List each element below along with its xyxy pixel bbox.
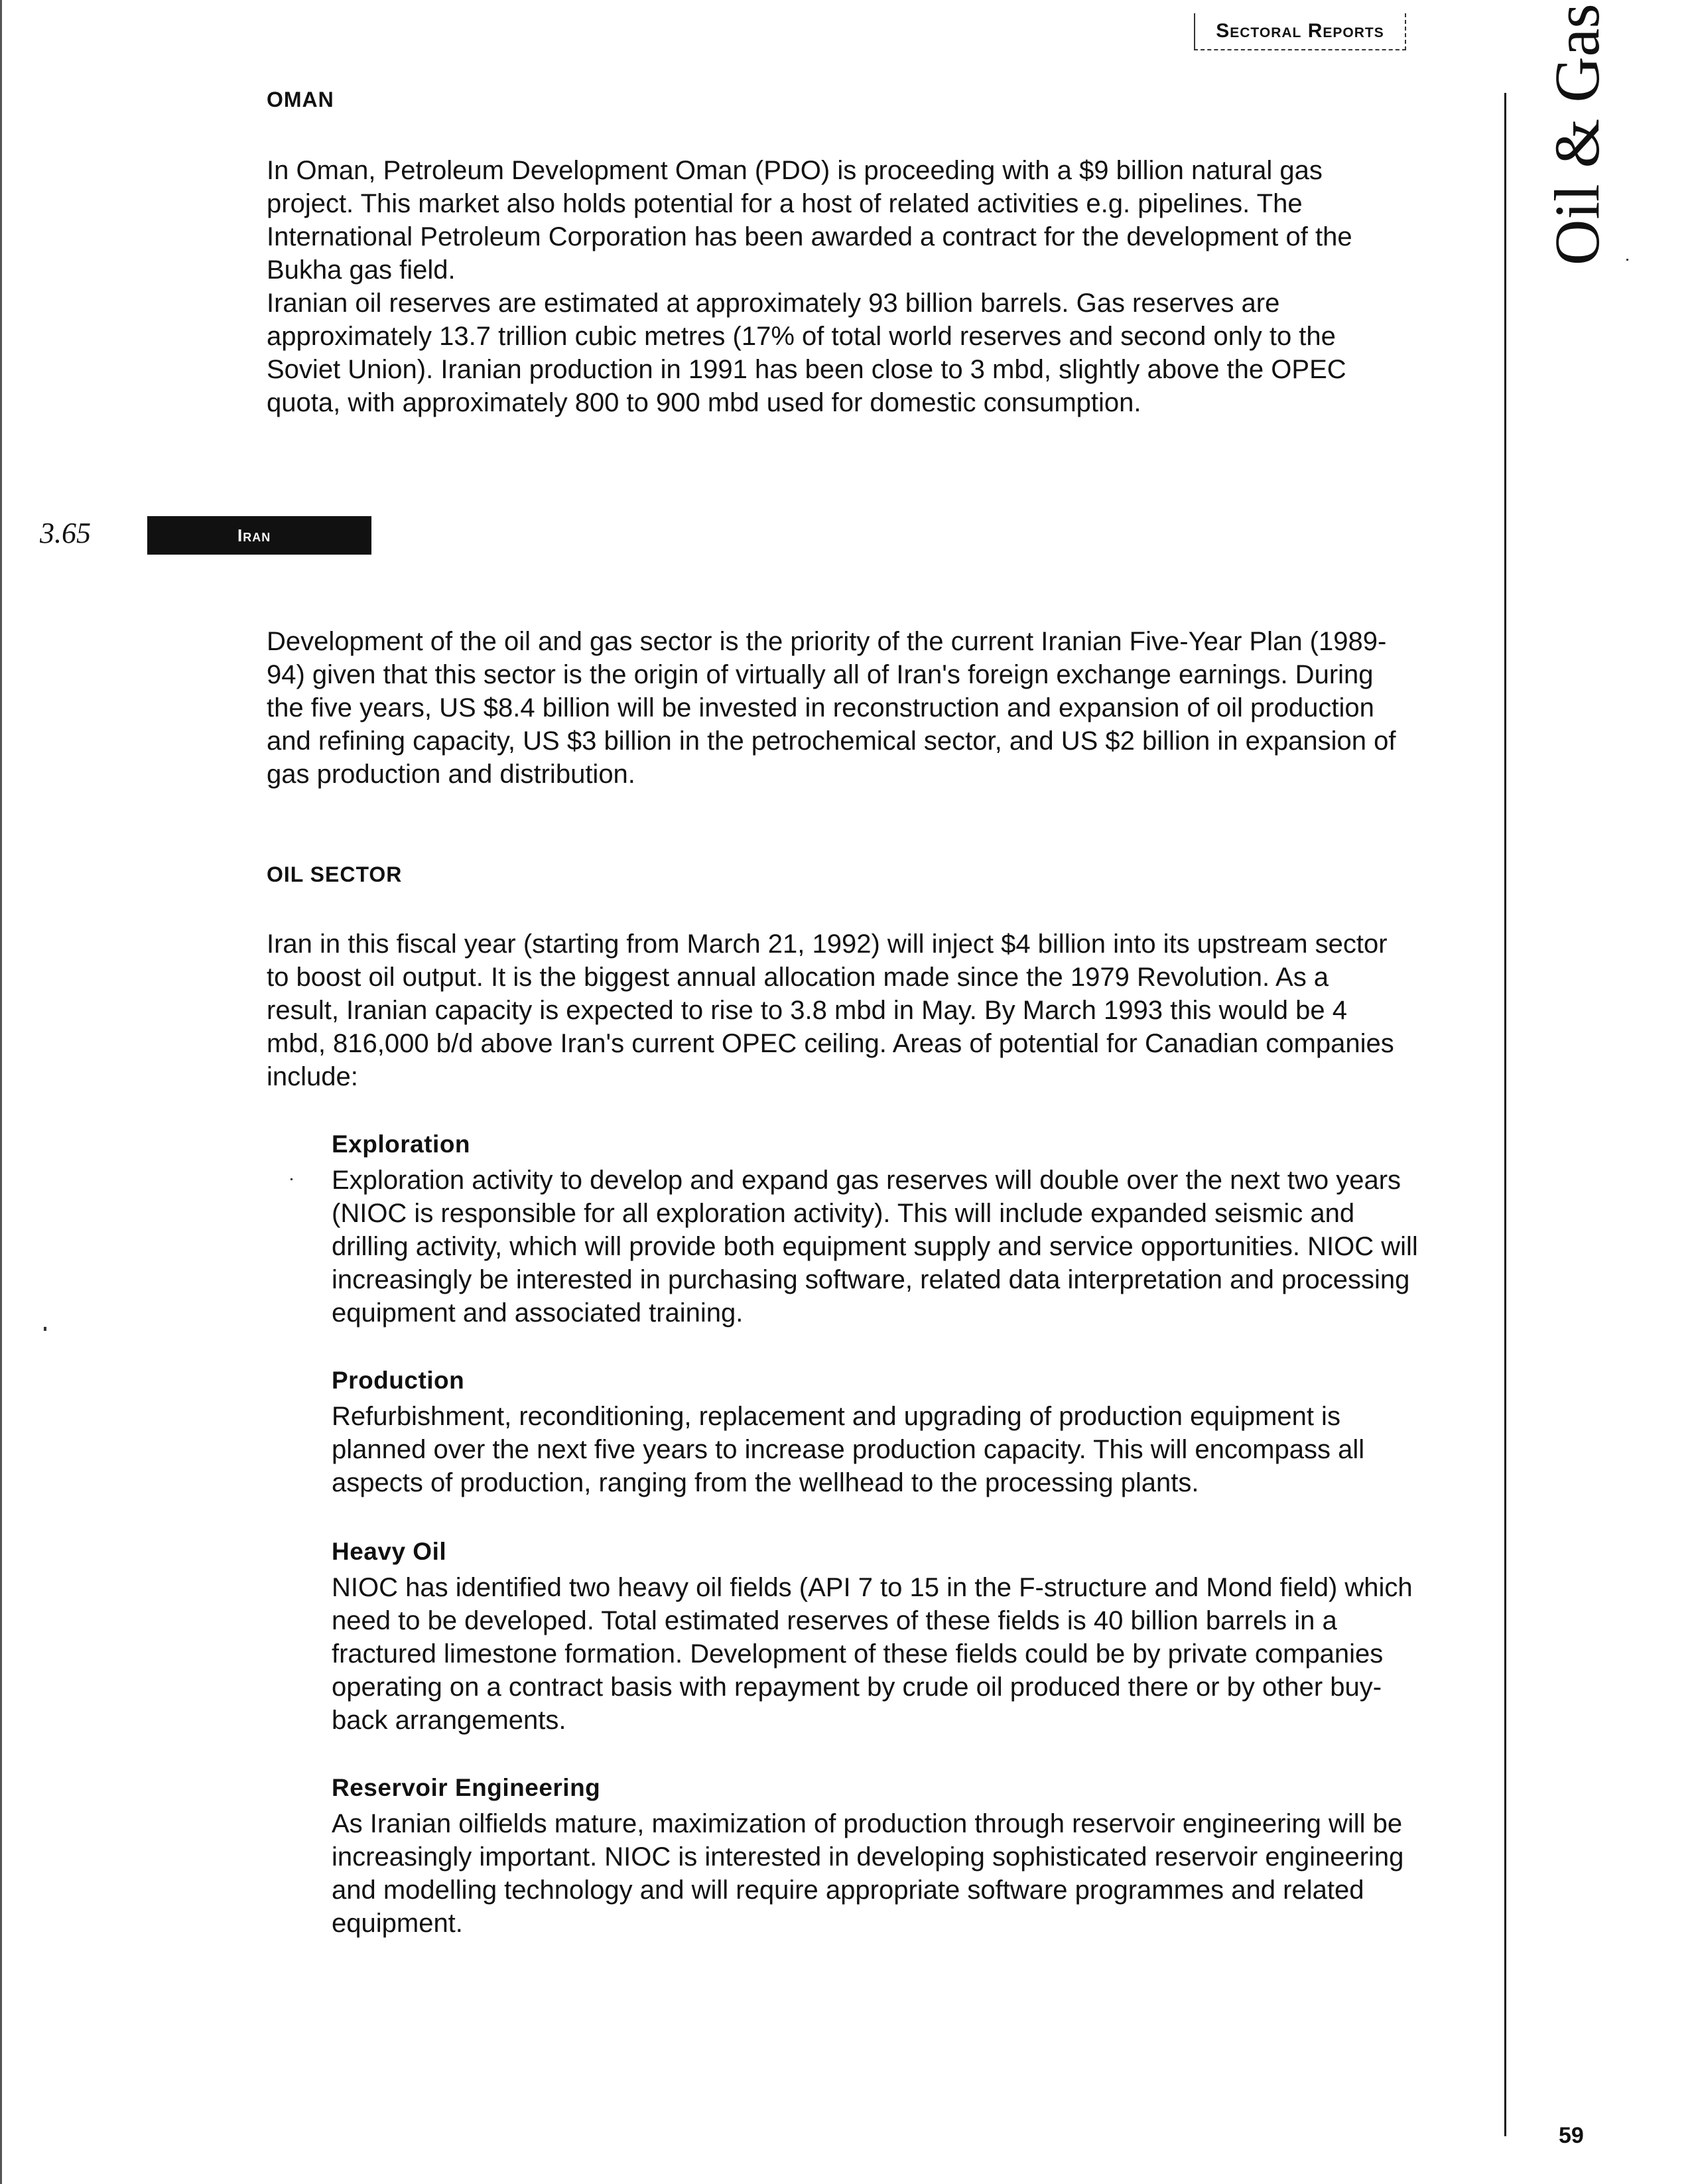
area-text-heavy-oil: NIOC has identified two heavy oil fields (API 7 to 15 in the F-structure and Mond field) which need to be developed. Total estimated reserves of these fields is 40 billion barrels in a fractured limestone formation. Development of these fields could be by private companies operating on a contract basis with repayment by crude oil produced there or by other buy-back arrangements.	[332, 1573, 1413, 1735]
oil-sector-paragraph: Iran in this fiscal year (starting from March 21, 1992) will inject $4 billion into its upstream sector to boost oil output. It is the biggest annual allocation made since the 1979 Revolution. As a result, Iranian capacity is expected to rise to 3.8 mbd in May. By March 1993 this would be 4 mbd, 816,000 b/d above Iran's current OPEC ceiling. Areas of potential for Canadian companies include:	[267, 929, 1394, 1091]
scan-speck	[1626, 259, 1628, 261]
area-title-heavy-oil: Heavy Oil	[332, 1538, 447, 1565]
area-title-reservoir-engineering: Reservoir Engineering	[332, 1774, 601, 1801]
oman-paragraph	[267, 154, 1407, 419]
area-title-production: Production	[332, 1367, 465, 1394]
section-header-tag: Sectoral Reports	[1194, 13, 1406, 50]
oil-sector-heading: OIL SECTOR	[267, 862, 403, 886]
iran-intro-paragraph: Development of the oil and gas sector is the priority of the current Iranian Five-Year Plan (1989-94) given that this sector is the origin of virtually all of Iran's foreign exchange earnings. During the five years, US $8.4 billion will be invested in reconstruction and expansion of oil production and refining capacity, US $3 billion in the petrochemical sector, and US $2 billion in expansion of gas production and distribution.	[267, 627, 1396, 789]
oman-heading: OMAN	[267, 88, 334, 111]
oman-paragraph-1: In Oman, Petroleum Development Oman (PDO) is proceeding with a $9 billion natural gas project. This market also holds potential for a host of related activities e.g. pipelines. The International Petroleum Corporation has been awarded a contract for the development of the Bukha gas field.	[267, 156, 1352, 285]
sidebar-title: Oil & Gas	[1541, 3, 1612, 265]
section-title-bar	[147, 516, 371, 555]
page-number: 59	[1559, 2123, 1584, 2148]
section-number: 3.65	[40, 517, 91, 549]
area-text-exploration: Exploration activity to develop and expand gas reserves will double over the next two years (NIOC is responsible for all exploration activity). This will include expanded seismic and drilling activity, which will provide both equipment supply and service opportunities. NIOC will increasingly be interested in purchasing software, related data interpretation and processing equipment and associated training.	[332, 1166, 1418, 1328]
area-text-production: Refurbishment, reconditioning, replacement and upgrading of production equipment is planned over the next five years to increase production capacity. This will encompass all aspects of production, ranging from the wellhead to the processing plants.	[332, 1402, 1365, 1497]
scan-speck	[44, 1327, 46, 1331]
area-text-reservoir-engineering: As Iranian oilfields mature, maximization of production through reservoir engineering will be increasingly important. NIOC is interested in developing sophisticated reservoir engineering and modelling technology and will require appropriate software programmes and related equipment.	[332, 1809, 1404, 1938]
sidebar-rule	[1504, 93, 1506, 2136]
oman-paragraph-2: Iranian oil reserves are estimated at approximately 93 billion barrels. Gas reserves are approximately 13.7 trillion cubic metres (17% of total world reserves and second only to the Soviet Union). Iranian production in 1991 has been close to 3 mbd, slightly above the OPEC quota, with approximately 800 to 900 mbd used for domestic consumption.	[267, 289, 1346, 417]
section-title: Iran	[237, 525, 271, 545]
scan-edge	[0, 0, 2, 2184]
scan-speck	[291, 1178, 293, 1180]
area-title-exploration: Exploration	[332, 1130, 471, 1158]
